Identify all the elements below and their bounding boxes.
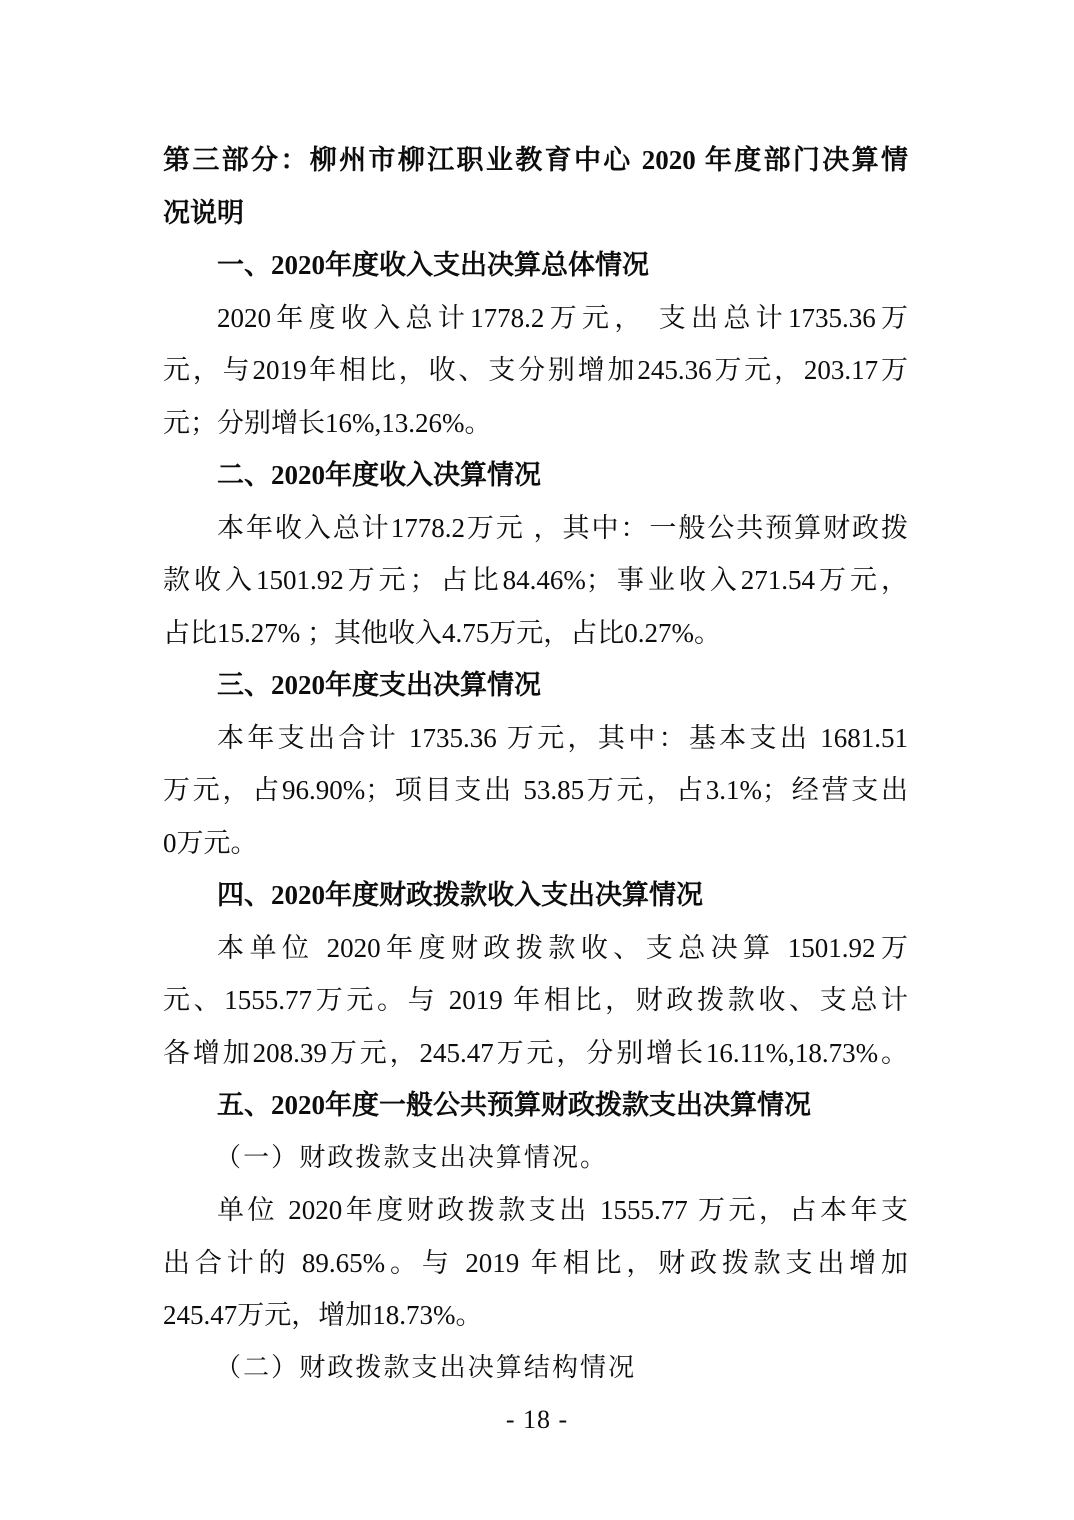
page-number: - 18 - [505, 1405, 569, 1434]
section-1-paragraph-line: 元；分别增长16%,13.26%。 [163, 407, 492, 438]
section-1-heading: 一、2020年度收入支出决算总体情况 [217, 250, 649, 280]
section-5-subheading-1: （一）财政拨款支出决算情况。 [215, 1142, 609, 1172]
section-4-paragraph-line: 本单位 2020年度财政拨款收、支总决算 1501.92万 [217, 932, 908, 963]
section-4-paragraph-line: 各增加208.39万元，245.47万元，分别增长16.11%,18.73%。 [163, 1037, 908, 1068]
section-5-paragraph-line: 单位 2020年度财政拨款支出 1555.77 万元，占本年支 [217, 1195, 908, 1225]
document-body [163, 134, 908, 1394]
section-2-heading: 二、2020年度收入决算情况 [217, 460, 541, 490]
section-5-paragraph-line: 245.47万元，增加18.73%。 [163, 1300, 483, 1330]
section-3-paragraph-line: 本年支出合计 1735.36 万元，其中：基本支出 1681.51 [217, 722, 908, 753]
section-5-paragraph-line: 出合计的 89.65%。与 2019 年相比，财政拨款支出增加 [163, 1247, 908, 1278]
document-title-line-2: 况说明 [163, 197, 244, 228]
section-5-subheading-2: （二）财政拨款支出决算结构情况 [215, 1352, 637, 1382]
section-2-paragraph-line: 本年收入总计1778.2万元 ，其中：一般公共预算财政拨 [217, 512, 908, 543]
section-1-paragraph-line: 元，与2019年相比，收、支分别增加245.36万元，203.17万 [163, 355, 908, 385]
section-4-heading: 四、2020年度财政拨款收入支出决算情况 [217, 880, 703, 910]
section-4-paragraph-line: 元、1555.77万元。与 2019 年相比，财政拨款收、支总计 [163, 985, 908, 1015]
section-2-paragraph-line: 占比15.27% ；其他收入4.75万元，占比0.27%。 [163, 617, 721, 648]
section-3-paragraph-line: 万元，占96.90%；项目支出 53.85万元，占3.1%；经营支出 [163, 775, 908, 805]
section-3-paragraph-line: 0万元。 [163, 827, 258, 858]
section-5-heading: 五、2020年度一般公共预算财政拨款支出决算情况 [217, 1090, 811, 1120]
section-1-paragraph-line: 2020年度收入总计1778.2万元， 支出总计1735.36万 [217, 302, 908, 333]
section-3-heading: 三、2020年度支出决算情况 [217, 670, 541, 700]
document-title-line-1: 第三部分：柳州市柳江职业教育中心 2020 年度部门决算情 [163, 145, 908, 175]
section-2-paragraph-line: 款收入1501.92万元；占比84.46%；事业收入271.54万元， [163, 565, 908, 595]
